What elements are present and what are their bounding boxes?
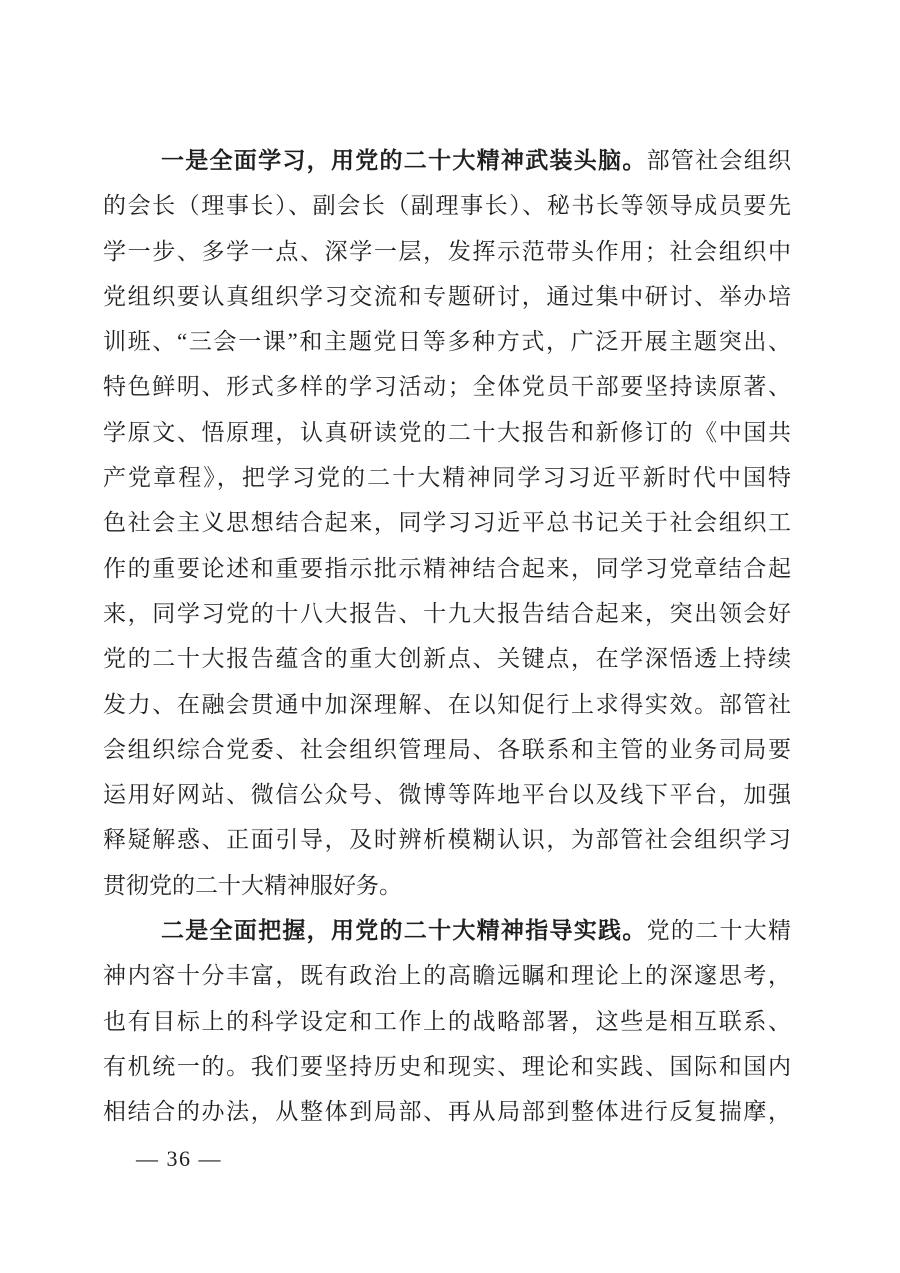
text-line: 作的重要论述和重要指示批示精神结合起来，同学习党章结合起 (103, 555, 791, 581)
text-line: 贯彻党的二十大精神服好务。 (103, 872, 402, 898)
text-line: 训班、“三会一课”和主题党日等多种方式，广泛开展主题突出、 (103, 329, 791, 355)
text-line: 色社会主义思想结合起来，同学习习近平总书记关于社会组织工 (103, 510, 791, 536)
text-line: 产党章程》，把学习党的二十大精神同学习习近平新时代中国特 (103, 465, 791, 491)
text-line: 党组织要认真组织学习交流和专题研讨，通过集中研讨、举办培 (103, 283, 791, 309)
text-line: 有机统一的。我们要坚持历史和现实、理论和实践、国际和国内 (103, 1053, 791, 1079)
page-number: — 36 — (136, 1146, 222, 1171)
paragraph-lead: 二是全面把握，用党的二十大精神指导实践。 (161, 918, 647, 944)
text-line: 来，同学习党的十八大报告、十九大报告结合起来，突出领会好 (103, 600, 791, 626)
text-line: 党的二十大报告蕴含的重大创新点、关键点，在学深悟透上持续 (103, 646, 791, 672)
paragraph-lead: 一是全面学习，用党的二十大精神武装头脑。 (161, 148, 647, 173)
paragraph (103, 138, 791, 908)
text-line: 也有目标上的科学设定和工作上的战略部署，这些是相互联系、 (103, 1008, 791, 1034)
text-line: 特色鲜明、形式多样的学习活动；全体党员干部要坚持读原著、 (103, 374, 791, 400)
text-line: 运用好网站、微信公众号、微博等阵地平台以及线下平台，加强 (103, 782, 791, 808)
text-line: 学一步、多学一点、深学一层，发挥示范带头作用；社会组织中 (103, 238, 791, 264)
text-line: 的会长（理事长）、副会长（副理事长）、秘书长等领导成员要先 (103, 193, 791, 219)
text-line: 发力、在融会贯通中加深理解、在以知促行上求得实效。部管社 (103, 691, 791, 717)
text-line: 二是全面把握，用党的二十大精神指导实践。党的二十大精 (161, 918, 791, 944)
text-line: 相结合的办法，从整体到局部、再从局部到整体进行反复揣摩， (103, 1099, 791, 1125)
text-line: 释疑解惑、正面引导，及时辨析模糊认识，为部管社会组织学习 (103, 827, 791, 853)
text-line: 一是全面学习，用党的二十大精神武装头脑。部管社会组织 (161, 148, 791, 173)
text-line: 神内容十分丰富，既有政治上的高瞻远瞩和理论上的深邃思考， (103, 963, 791, 989)
paragraph (103, 908, 791, 1134)
document-body (103, 138, 791, 1135)
text-line: 学原文、悟原理，认真研读党的二十大报告和新修订的《中国共 (103, 419, 791, 445)
text-line: 会组织综合党委、社会组织管理局、各联系和主管的业务司局要 (103, 736, 791, 762)
